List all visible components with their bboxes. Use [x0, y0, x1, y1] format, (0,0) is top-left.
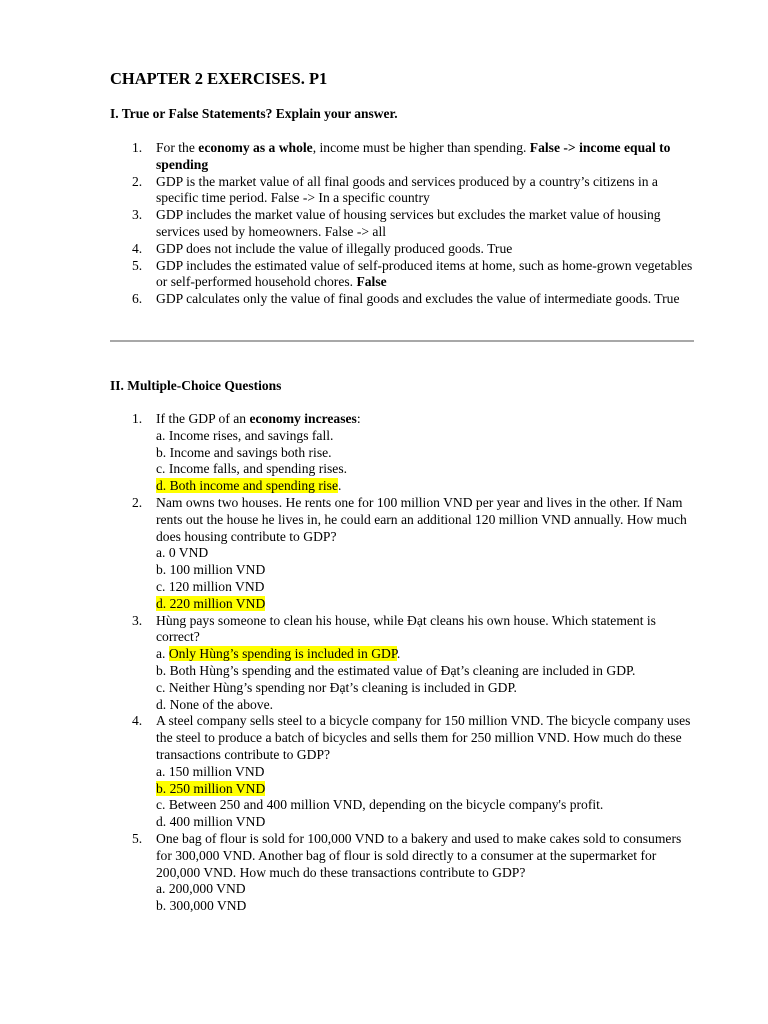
option-d: d. 400 million VND [156, 814, 266, 830]
question-text: One bag of flour is sold for 100,000 VND to a bakery and used to make cakes sold to consumers for 300,000 VND. Another bag of flour is sold directly to a consumer at the supermarket for 200,000 VND. How much do these transactions contribute to GDP? [156, 830, 682, 880]
page-title: CHAPTER 2 EXERCISES. P1 [110, 69, 328, 88]
item-number: 6. [132, 291, 143, 307]
item-number: 1. [132, 411, 143, 426]
list-item: 6. GDP calculates only the value of final goods and excludes the value of intermediate goods. True [132, 291, 680, 307]
option-b: b. 300,000 VND [156, 898, 247, 914]
answer-highlight: Only Hùng’s spending is included in GDP [168, 646, 397, 662]
item-number: 4. [132, 240, 143, 256]
multiple-choice-list [110, 411, 700, 915]
question-text: If the GDP of an economy increases: [156, 411, 361, 426]
list-item: 2. GDP is the market value of all final goods and services produced by a country’s citizens in a specific time period. False -> In a specific country [132, 173, 658, 206]
item-number: 4. [132, 713, 143, 729]
option-c: c. 120 million VND [156, 578, 265, 594]
horizontal-rule [110, 340, 694, 342]
question-text: Nam owns two houses. He rents one for 100 million VND per year and lives in the other. If Nam rents out the house he lives in, he could earn an additional 120 million VND annually. How much does housing contribute to GDP? [156, 494, 687, 544]
item-number: 3. [132, 207, 143, 223]
section-heading-multiple-choice: II. Multiple-Choice Questions [110, 378, 282, 393]
list-item: 3. GDP includes the market value of housing services but excludes the market value of housing services used by homeowners. False -> all [132, 207, 661, 239]
question-item [110, 831, 700, 915]
list-item: 4. GDP does not include the value of illegally produced goods. True [132, 240, 513, 256]
option-b: b. Both Hùng’s spending and the estimated value of Đạt’s cleaning are included in GDP. [156, 662, 636, 678]
answer-highlight: d. 220 million VND [156, 595, 266, 611]
option-a: a. 150 million VND [156, 763, 265, 779]
item-number: 3. [132, 612, 143, 628]
item-number: 2. [132, 494, 143, 510]
option-b: b. 100 million VND [156, 562, 266, 578]
option-c: c. Neither Hùng’s spending nor Đạt’s cleaning is included in GDP. [156, 679, 517, 695]
item-number: 1. [132, 140, 143, 155]
item-number: 5. [132, 830, 143, 846]
true-false-list [110, 140, 700, 308]
option-d: d. None of the above. [156, 696, 274, 712]
option-c: c. Income falls, and spending rises. [156, 461, 348, 477]
option-b-answer [156, 781, 700, 798]
answer-highlight: b. 250 million VND [156, 780, 266, 796]
list-item: 1. For the economy as a whole, income must be higher than spending. False -> income equal to spending [132, 140, 671, 172]
answer-highlight: d. Both income and spending rise [156, 478, 338, 494]
option-d-answer [156, 596, 700, 613]
option-c: c. Between 250 and 400 million VND, depending on the bicycle company's profit. [156, 797, 604, 813]
question-item [110, 613, 700, 714]
list-item: 5. GDP includes the estimated value of self-produced items at home, such as home-grown vegetables or self-performed household chores. False [132, 257, 693, 290]
option-a: a. 0 VND [156, 545, 209, 561]
question-text: Hùng pays someone to clean his house, while Đạt cleans his own house. Which statement is correct? [156, 612, 656, 645]
option-a: a. 200,000 VND [156, 881, 246, 897]
item-number: 5. [132, 257, 143, 273]
option-a-answer: a. Only Hùng’s spending is included in GDP. [156, 646, 401, 662]
option-d-answer: d. Both income and spending rise. [156, 478, 342, 494]
question-item [110, 713, 700, 831]
question-text: A steel company sells steel to a bicycle company for 150 million VND. The bicycle company uses the steel to produce a batch of bicycles and sells them for 250 million VND. How much do these transactions contribute to GDP? [156, 713, 691, 762]
option-a: a. Income rises, and savings fall. [156, 427, 334, 443]
item-number: 2. [132, 173, 143, 189]
section-heading-true-false: I. True or False Statements? Explain your answer. [110, 106, 398, 121]
question-item [110, 495, 700, 613]
option-b: b. Income and savings both rise. [156, 444, 332, 460]
question-item [110, 411, 700, 495]
